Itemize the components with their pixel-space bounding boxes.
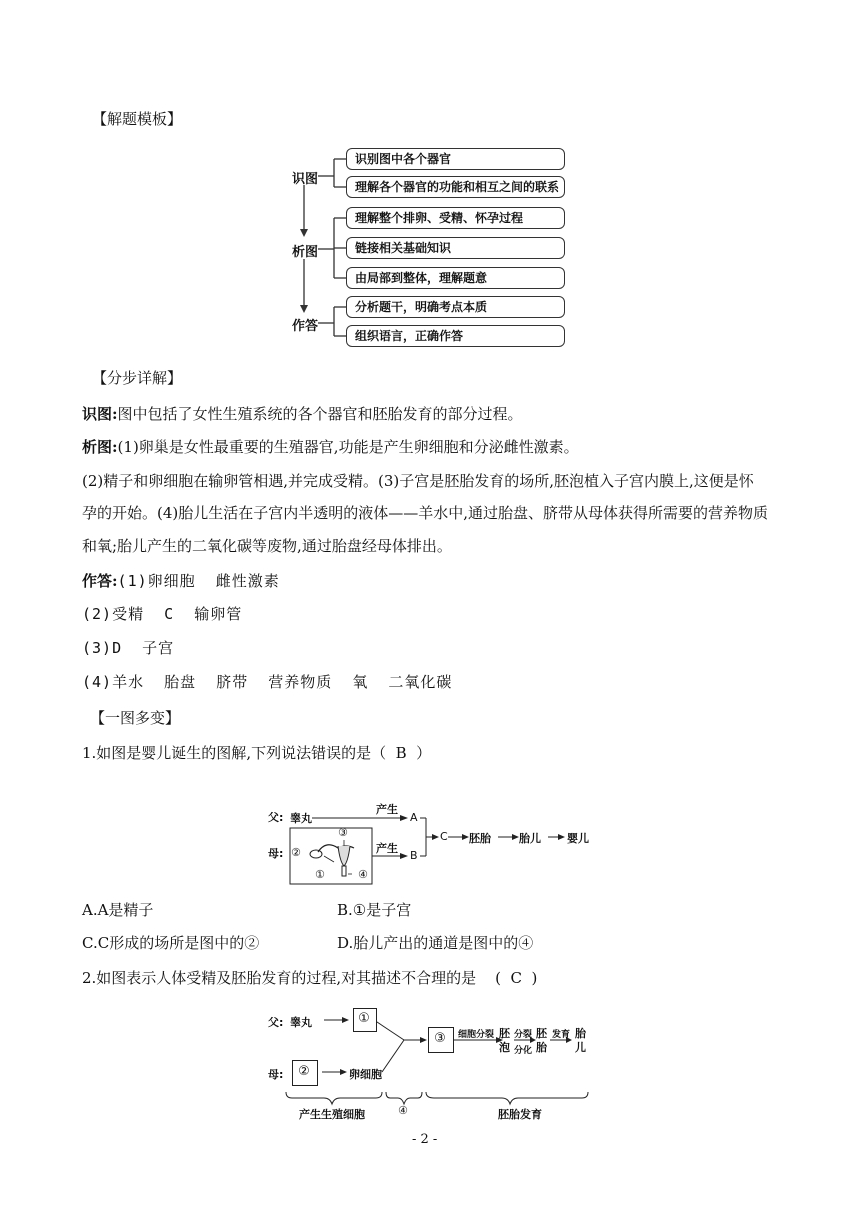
birth-testis: 睾丸 — [290, 812, 312, 825]
fert-box-3-label: ③ — [434, 1031, 446, 1046]
birth-a: A — [410, 811, 418, 824]
birth-diagram-lines — [262, 800, 602, 890]
birth-b: B — [410, 849, 418, 862]
detail-heading: 【分步详解】 — [92, 369, 183, 387]
fert-mother: 母: — [268, 1068, 284, 1081]
q1-option-d: D.胎儿产出的通道是图中的④ — [337, 934, 534, 952]
step-box-1: 识别图中各个器官 — [346, 148, 565, 170]
fert-differentiation: 分化 — [514, 1046, 533, 1056]
fert-box-2 — [292, 1060, 318, 1086]
birth-father: 父: — [268, 811, 284, 824]
fert-blasto-2: 泡 — [499, 1041, 510, 1054]
birth-n3: ③ — [338, 826, 348, 839]
answer-2: (2)受精 C 输卵管 — [82, 605, 243, 623]
fert-box-1 — [353, 1008, 377, 1032]
fert-father: 父: — [268, 1016, 284, 1029]
q1-option-a: A.A是精子 — [82, 901, 154, 919]
identify-paragraph — [82, 404, 523, 424]
step-box-4: 链接相关基础知识 — [346, 237, 565, 259]
q1-option-c: C.C形成的场所是图中的② — [82, 934, 260, 952]
step-box-5: 由局部到整体，理解题意 — [346, 267, 565, 289]
step-box-6: 分析题干，明确考点本质 — [346, 296, 565, 318]
step-box-3: 理解整个排卵、受精、怀孕过程 — [346, 207, 565, 229]
birth-baby: 婴儿 — [567, 832, 589, 845]
fert-embryo-2: 胎 — [536, 1041, 547, 1054]
fert-fetus-1: 胎 — [575, 1027, 586, 1040]
label-identify: 识图 — [292, 172, 319, 187]
fert-div-2: 分裂 — [514, 1030, 533, 1040]
step-box-2: 理解各个器官的功能和相互之间的联系 — [346, 176, 565, 198]
fert-brace-3: 胚胎发育 — [498, 1108, 542, 1121]
analyze-line-2: (2)精子和卵细胞在输卵管相遇,并完成受精。(3)子宫是胚胎发育的场所,胚泡植入子宫内膜上,这便是怀 — [82, 472, 754, 490]
fert-brace-1: 产生生殖细胞 — [299, 1108, 365, 1121]
identify-label: 识图: — [82, 405, 118, 423]
fert-embryo-1: 胚 — [536, 1027, 547, 1040]
fert-box-1-label: ① — [358, 1011, 370, 1026]
fert-develop: 发育 — [552, 1030, 571, 1040]
birth-fetus: 胎儿 — [519, 832, 541, 845]
fertilization-lines — [262, 1000, 602, 1115]
birth-produce-2: 产生 — [376, 842, 398, 855]
answer-3: (3)D 子宫 — [82, 639, 175, 657]
birth-embryo: 胚胎 — [469, 832, 491, 845]
fert-fetus-2: 儿 — [575, 1041, 586, 1054]
step-box-7: 组织语言，正确作答 — [346, 325, 565, 347]
birth-n4: ④ — [358, 868, 368, 881]
birth-n1: ① — [315, 868, 325, 881]
question-2-stem: 2.如图表示人体受精及胚胎发育的过程,对其描述不合理的是 ( C ) — [82, 969, 538, 987]
analyze-line-4: 和氧;胎儿产生的二氧化碳等废物,通过胎盘经母体排出。 — [82, 537, 452, 555]
fert-testis: 睾丸 — [290, 1016, 312, 1029]
fert-brace-2: ④ — [398, 1104, 408, 1117]
answer-4: (4)羊水 胎盘 脐带 营养物质 氧 二氧化碳 — [82, 673, 453, 691]
fert-blasto-1: 胚 — [499, 1027, 510, 1040]
fert-box-3 — [428, 1027, 454, 1053]
fert-division: 细胞分裂 — [458, 1030, 495, 1040]
answer-paragraph — [82, 571, 280, 591]
template-heading: 【解题模板】 — [92, 110, 183, 128]
label-analyze: 析图 — [292, 245, 319, 260]
variation-heading: 【一图多变】 — [90, 709, 181, 727]
analyze-line-1: (1)卵巢是女性最重要的生殖器官,功能是产生卵细胞和分泌雌性激素。 — [117, 438, 579, 456]
answer-label: 作答: — [82, 572, 118, 590]
question-1-stem: 1.如图是婴儿诞生的图解,下列说法错误的是（ B ） — [82, 744, 432, 762]
answer-1: (1)卵细胞 雌性激素 — [117, 572, 280, 590]
fert-egg: 卵细胞 — [349, 1068, 382, 1081]
page-number: - 2 - — [412, 1132, 438, 1147]
fert-box-2-label: ② — [298, 1064, 310, 1079]
birth-c: C — [440, 830, 448, 843]
q1-option-b: B.①是子宫 — [337, 901, 412, 919]
birth-produce-1: 产生 — [376, 803, 398, 816]
label-answer: 作答 — [292, 319, 319, 334]
birth-n2: ② — [291, 846, 301, 859]
analyze-line-3: 孕的开始。(4)胎儿生活在子宫内半透明的液体——羊水中,通过胎盘、脐带从母体获得所需要的营养物质 — [82, 504, 769, 522]
identify-text: 图中包括了女性生殖系统的各个器官和胚胎发育的部分过程。 — [117, 405, 523, 423]
analyze-label: 析图: — [82, 438, 118, 456]
birth-mother: 母: — [268, 847, 284, 860]
analyze-paragraph — [82, 437, 579, 457]
